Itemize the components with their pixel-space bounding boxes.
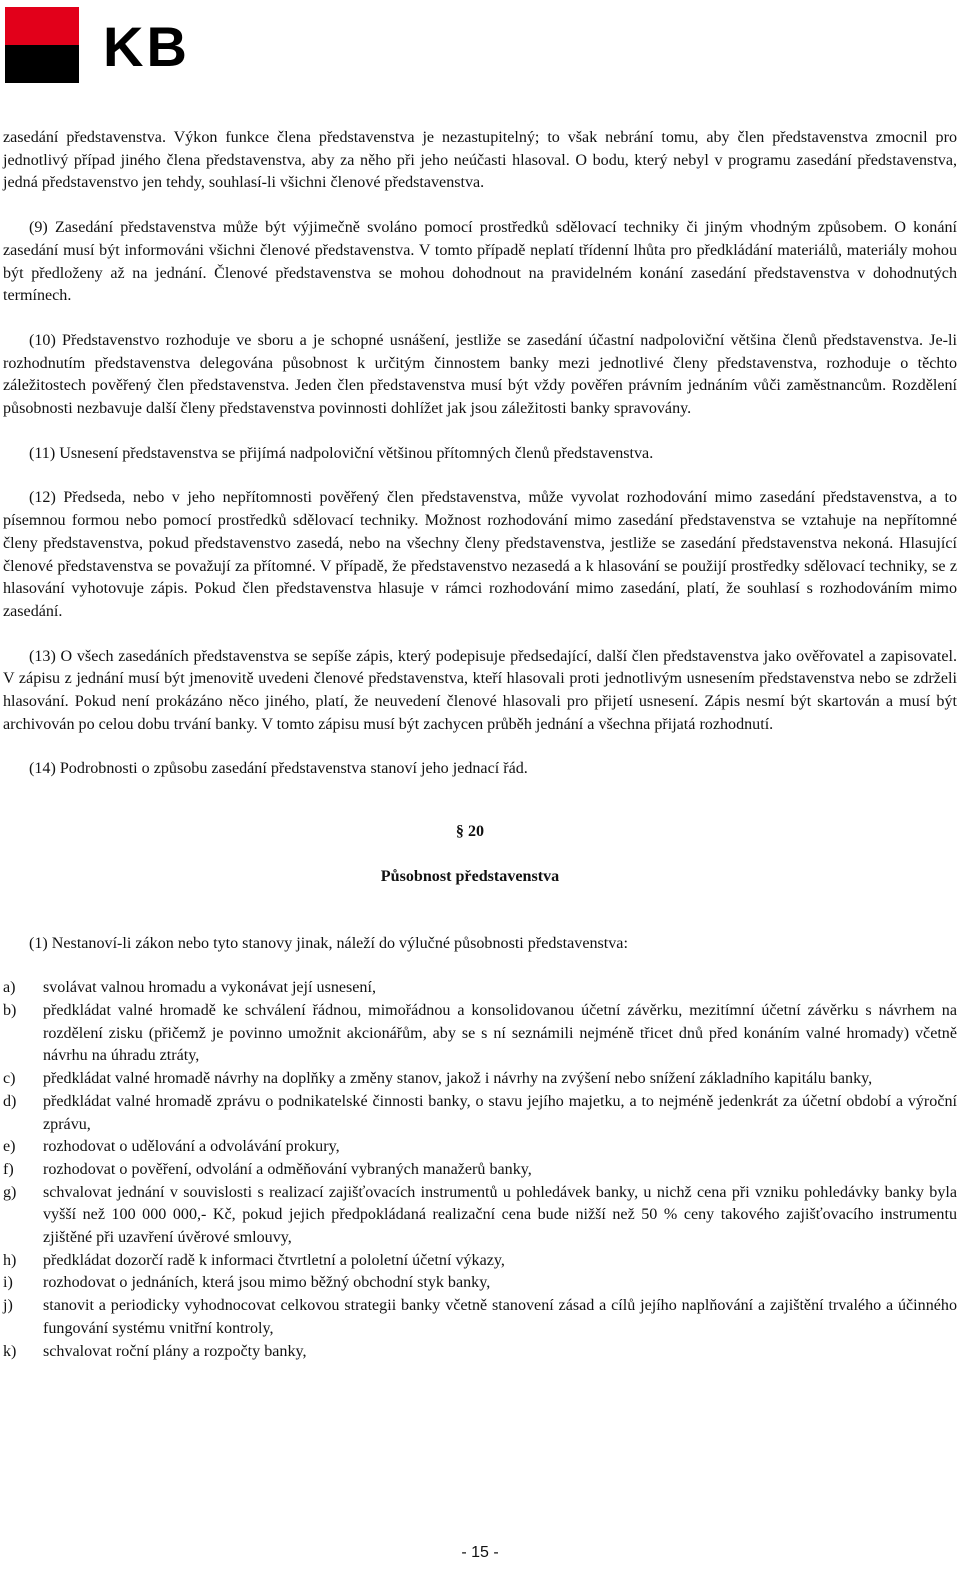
list-item-label: f) [3,1160,14,1178]
list-item [3,1272,957,1295]
list-item-text: stanovit a periodicky vyhodnocovat celkovou strategii banky včetně stanovení zásad a cílů jejího naplňování a zajištění trvalého a účinného fungování systému vnitřní kontroly, [43,1297,957,1337]
list-item-text: předkládat dozorčí radě k informaci čtvrtletní a pololetní účetní výkazy, [43,1251,505,1269]
list-item-text: předkládat valné hromadě zprávu o podnikatelské činnosti banky, o stavu jejího majetku, a to nejméně jedenkrát za účetní období a výroční zprávu, [43,1092,957,1133]
paragraph-12: (12) Předseda, nebo v jeho nepřítomnosti pověřený člen představenstva, může vyvolat rozhodování mimo zasedání představenstva, a to písemnou formou nebo pomocí prostředků sdělovací techniky. Možnost rozhodování mimo zasedání představenstva se vztahuje na nepřítomné členy představenstva, pokud představenstvo zasedá, nebo na všechny členy představenstva, jestliže se zasedání představenstva nekoná. Hlasující členové představenstva se považují za přítomné. V případě, že představenstvo nezasedá a k hlasování se použijí prostředky sdělovací techniky, se z hlasování vyhotovuje zápis. Pokud člen představenstva hlasuje v rámci rozhodování mimo zasedání, platí, že souhlasí s rozhodováním mimo zasedání. [3,489,957,620]
kb-logo-red-block [5,7,79,45]
list-item [3,1182,957,1250]
list-item [3,1341,957,1364]
paragraph-9: (9) Zasedání představenstva může být výjimečně svoláno pomocí prostředků sdělovací techniky či jiným vhodným způsobem. O konání zasedání musí být informováni všichni členové představenstva. V tomto případě neplatí třídenní lhůta pro předkládání materiálů, materiály mohou být předloženy až na jednání. Členové představenstva se mohou dohodnout na pravidelném konání zasedání představenstva v dohodnutých termínech. [3,219,957,305]
kb-logo-mark [5,7,79,83]
list-item-text: schvalovat jednání v souvislosti s realizací zajišťovacích instrumentů u pohledávek banky, u nichž cena při vzniku pohledávky banky byla vyšší než 100 000 000,- Kč, pokud jejich předpokládaná realizační cena bude nižší než 50 % ceny takového zajišťovacího instrumentu zjištěné při uzavření úvěrové smlouvy, [43,1183,957,1247]
list-item-label: i) [3,1274,13,1292]
list-item-text: předkládat valné hromadě návrhy na doplňky a změny stanov, jakož i návrhy na zvýšení nebo snížení základního kapitálu banky, [43,1070,873,1088]
paragraph-14: (14) Podrobnosti o způsobu zasedání představenstva stanoví jeho jednací řád. [29,760,528,778]
list-item-text: rozhodovat o udělování a odvolávání prokury, [43,1138,340,1156]
list-item-text: rozhodovat o jednáních, která jsou mimo běžný obchodní styk banky, [43,1274,491,1292]
section-title: Působnost představenstva [380,867,560,885]
list-item-label: b) [3,1001,17,1019]
kb-logo-black-block [5,45,79,83]
list-item-label: c) [3,1070,16,1088]
list-item [3,1295,957,1340]
list-item-label: k) [3,1342,17,1360]
list-item-label: j) [3,1297,13,1315]
list-item-text: rozhodovat o pověření, odvolání a odměňování vybraných manažerů banky, [43,1160,532,1178]
list-item [3,1250,957,1273]
list-item [3,977,957,1000]
list-item-label: a) [3,979,16,997]
list-item [3,1000,957,1068]
powers-list [3,977,957,1363]
list-item-label: d) [3,1092,17,1110]
list-item [3,1091,957,1136]
list-item-label: e) [3,1138,16,1156]
section-intro: (1) Nestanoví-li zákon nebo tyto stanovy jinak, náleží do výlučné působnosti představenstva: [29,934,628,952]
list-item [3,1136,957,1159]
paragraph-10: (10) Představenstvo rozhoduje ve sboru a je schopné usnášení, jestliže se zasedání účastní nadpoloviční většina členů představenstva. Je-li rozhodnutím představenstva delegována působnost k určitým činnostem banky mezi jednotlivé členy představenstva, rozhoduje o těchto záležitostech pověřený člen představenstva. Jeden člen představenstva musí být vždy pověřen právním jednáním vůči zaměstnancům. Rozdělení působnosti nezbavuje další členy představenstva povinnosti dohlížet jak jsou záležitosti banky spravovány. [3,331,957,418]
kb-logo [5,7,220,83]
list-item-text: svolávat valnou hromadu a vykonávat její usnesení, [43,979,376,997]
list-item-text: předkládat valné hromadě ke schválení řádnou, mimořádnou a konsolidovanou účetní závěrku, mezitímní účetní závěrku s návrhem na rozdělení zisku (přičemž je povinno umožnit akcionářům, aby se s ní seznámili nejméně třicet dnů před konáním valné hromady) včetně návrhu na úhradu ztráty, [43,1001,957,1065]
page-number: - 15 - [461,1544,499,1561]
list-item-label: g) [3,1183,17,1201]
paragraph-continuation: zasedání představenstva. Výkon funkce člena představenstva je nezastupitelný; to však nebrání tomu, aby člen představenstva zmocnil pro jednotlivý případ jiného člena představenstva, aby za něho při jeho neúčasti hlasoval. O bodu, který nebyl v programu zasedání představenstva, jedná představenstvo jen tehdy, souhlasí-li všichni členové představenstva. [3,129,957,192]
kb-logo-text: KB [103,15,190,78]
section-number: § 20 [455,823,485,841]
paragraph-11: (11) Usnesení představenstva se přijímá nadpoloviční většinou přítomných členů představenstva. [29,444,654,462]
document-body [3,127,957,1363]
list-item [3,1068,957,1091]
list-item-label: h) [3,1251,17,1269]
list-item [3,1159,957,1182]
paragraph-13: (13) O všech zasedáních představenstva se sepíše zápis, který podepisuje předsedající, další člen představenstva jako ověřovatel a zapisovatel. V zápisu z jednání musí být jmenovitě uvedeni členové představenstva, kteří hlasovali proti jednotlivým usnesením představenstva nebo se zdrželi hlasování. Pokud není prokázáno něco jiného, platí, že neuvedení členové hlasovali pro přijetí usnesení. Zápis nesmí být skartován a musí být archivován po celou dobu trvání banky. V tomto zápisu musí být zachycen průběh jednání a všechna přijatá rozhodnutí. [3,647,957,733]
list-item-text: schvalovat roční plány a rozpočty banky, [43,1342,307,1360]
